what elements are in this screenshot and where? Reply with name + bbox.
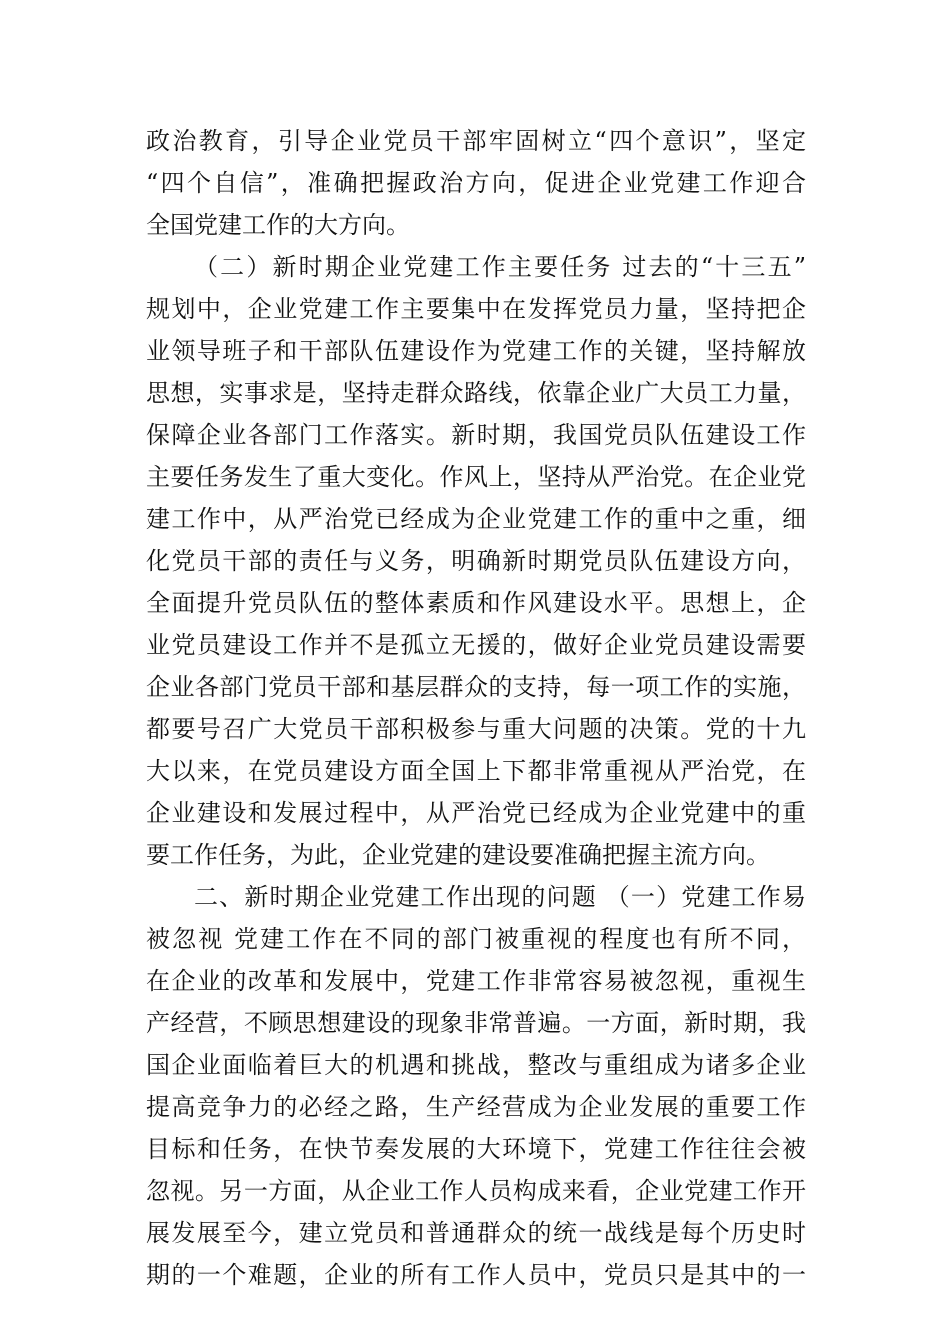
text-line: 要工作任务，为此，企业党建的建设要准确把握主流方向。 <box>146 841 770 869</box>
text-line: 建工作中，从严治党已经成为企业党建工作的重中之重，细 <box>146 505 806 533</box>
text-line: 都要号召广大党员干部积极参与重大问题的决策。党的十九 <box>146 715 806 743</box>
text-line: 主要任务发生了重大变化。作风上，坚持从严治党。在企业党 <box>146 463 806 491</box>
text-line: 展发展至今，建立党员和普通群众的统一战线是每个历史时 <box>146 1219 806 1247</box>
text-line: 业党员建设工作并不是孤立无援的，做好企业党员建设需要 <box>146 631 806 659</box>
text-line: 规划中，企业党建工作主要集中在发挥党员力量，坚持把企 <box>146 295 806 323</box>
document-body <box>146 120 806 1296</box>
text-line: 政治教育，引导企业党员干部牢固树立“四个意识”，坚定 <box>146 127 806 155</box>
text-line: 企业建设和发展过程中，从严治党已经成为企业党建中的重 <box>146 799 806 827</box>
text-line: 业领导班子和干部队伍建设作为党建工作的关键，坚持解放 <box>146 337 806 365</box>
text-line: 大以来，在党员建设方面全国上下都非常重视从严治党，在 <box>146 757 806 785</box>
text-line: 国企业面临着巨大的机遇和挑战，整改与重组成为诸多企业 <box>146 1051 806 1079</box>
text-line: 化党员干部的责任与义务，明确新时期党员队伍建设方向， <box>146 547 806 575</box>
text-line: 期的一个难题，企业的所有工作人员中，党员只是其中的一 <box>146 1261 806 1289</box>
section-heading-line: 二、新时期企业党建工作出现的问题 （一）党建工作易 <box>194 883 806 911</box>
text-line: 企业各部门党员干部和基层群众的支持，每一项工作的实施， <box>146 673 806 701</box>
text-line: 提高竞争力的必经之路，生产经营成为企业发展的重要工作 <box>146 1093 806 1121</box>
text-line: 忽视。另一方面，从企业工作人员构成来看，企业党建工作开 <box>146 1177 806 1205</box>
text-line: 产经营，不顾思想建设的现象非常普遍。一方面，新时期，我 <box>146 1009 806 1037</box>
text-line: 思想，实事求是，坚持走群众路线，依靠企业广大员工力量， <box>146 379 806 407</box>
text-line: “四个自信”，准确把握政治方向，促进企业党建工作迎合 <box>146 169 806 197</box>
section-heading-line: （二）新时期企业党建工作主要任务 过去的“十三五” <box>194 253 806 281</box>
text-line: 被忽视 党建工作在不同的部门被重视的程度也有所不同， <box>146 925 806 953</box>
text-line: 目标和任务，在快节奏发展的大环境下，党建工作往往会被 <box>146 1135 806 1163</box>
text-line: 全国党建工作的大方向。 <box>146 211 410 239</box>
text-line: 全面提升党员队伍的整体素质和作风建设水平。思想上，企 <box>146 589 806 617</box>
text-line: 保障企业各部门工作落实。新时期，我国党员队伍建设工作 <box>146 421 806 449</box>
text-line: 在企业的改革和发展中，党建工作非常容易被忽视，重视生 <box>146 967 806 995</box>
